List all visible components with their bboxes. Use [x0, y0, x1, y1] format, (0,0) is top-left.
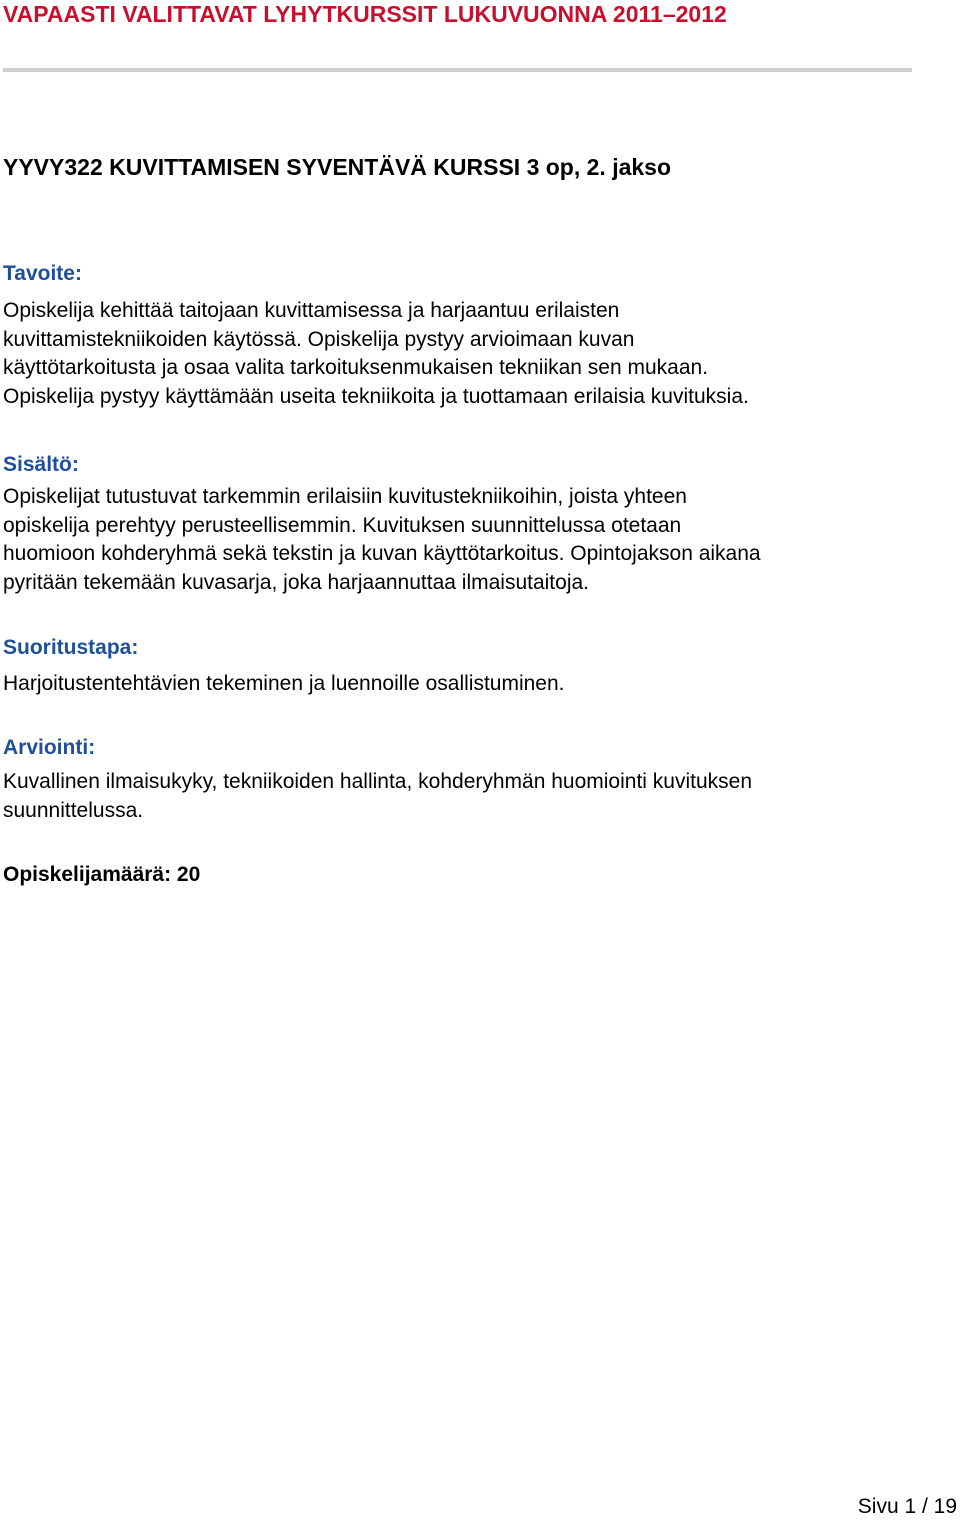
body-line: Kuvallinen ilmaisukyky, tekniikoiden hallinta, kohderyhmän huomiointi kuvituksen: [3, 770, 752, 793]
body-line: suunnittelussa.: [3, 798, 144, 822]
body-line: huomioon kohderyhmä sekä tekstin ja kuvan käyttötarkoitus. Opintojakson aikana: [3, 542, 761, 566]
body-line: opiskelija perehtyy perusteellisemmin. Kuvituksen suunnittelussa otetaan: [3, 513, 682, 537]
header-divider: [3, 68, 912, 72]
body-line: pyritään tekemään kuvasarja, joka harjaannuttaa ilmaisutaitoja.: [3, 571, 590, 595]
document-header-title: VAPAASTI VALITTAVAT LYHYTKURSSIT LUKUVUONNA 2011–2012: [3, 1, 727, 27]
section-body-tavoite: [3, 297, 943, 412]
section-heading-sisalto: Sisältö:: [3, 453, 79, 476]
student-count: Opiskelijamäärä: 20: [3, 863, 201, 886]
body-line: käyttötarkoitusta ja osaa valita tarkoituksenmukaisen tekniikan sen mukaan.: [3, 356, 709, 380]
section-heading-suoritustapa: Suoritustapa:: [3, 636, 139, 659]
section-body-sisalto: [3, 483, 943, 598]
body-line: Harjoitustentehtävien tekeminen ja luennoille osallistuminen.: [3, 672, 565, 695]
body-line: Opiskelija kehittää taitojaan kuvittamisessa ja harjaantuu erilaisten: [3, 299, 620, 322]
section-heading-arviointi: Arviointi:: [3, 736, 96, 759]
course-title: YYVY322 KUVITTAMISEN SYVENTÄVÄ KURSSI 3 op, 2. jakso: [3, 154, 672, 180]
body-line: kuvittamistekniikoiden käytössä. Opiskelija pystyy arvioimaan kuvan: [3, 327, 635, 351]
section-body-arviointi: [3, 768, 943, 825]
section-heading-tavoite: Tavoite:: [3, 262, 82, 285]
page-number: Sivu 1 / 19: [857, 1495, 957, 1518]
section-body-suoritustapa: [3, 670, 943, 699]
body-line: Opiskelijat tutustuvat tarkemmin erilaisiin kuvitustekniikoihin, joista yhteen: [3, 485, 687, 508]
body-line: Opiskelija pystyy käyttämään useita tekniikoita ja tuottamaan erilaisia kuvituksia.: [3, 385, 749, 409]
